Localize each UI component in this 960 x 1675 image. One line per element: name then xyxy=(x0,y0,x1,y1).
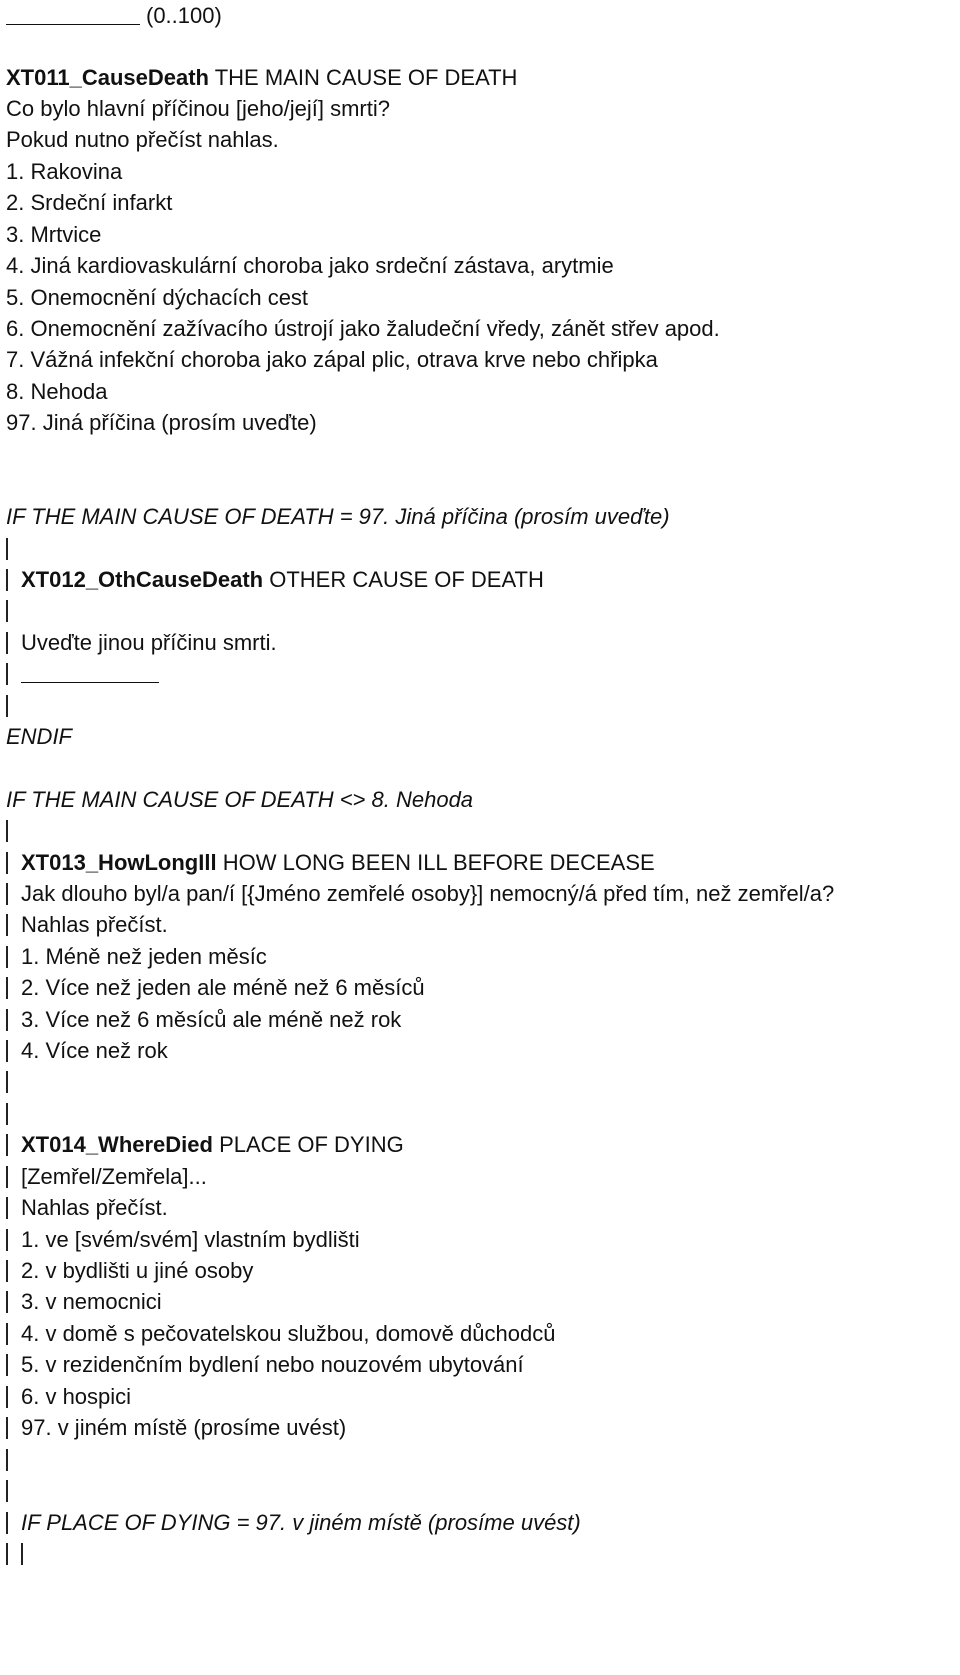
tree-bar xyxy=(6,1480,8,1502)
xt011-header xyxy=(6,64,517,92)
tree-bar xyxy=(6,1449,8,1471)
if2-bar-row xyxy=(6,1100,21,1128)
xt011-question: Co bylo hlavní příčinou [jeho/její] smrti? xyxy=(6,96,390,121)
xt014-option-row xyxy=(6,1257,253,1285)
xt011-option: 8. Nehoda xyxy=(6,379,108,404)
tree-bar xyxy=(6,852,8,874)
xt012-answer-row xyxy=(6,660,159,688)
xt013-instruction-row xyxy=(6,911,168,939)
xt011-option: 5. Onemocnění dýchacích cest xyxy=(6,285,309,310)
tree-bar xyxy=(6,1417,8,1439)
xt011-option: 7. Vážná infekční choroba jako zápal plic, otrava krve nebo chřipka xyxy=(6,347,658,372)
xt014-option: 1. ve [svém/svém] vlastním bydlišti xyxy=(21,1227,360,1252)
tree-bar xyxy=(6,1229,8,1251)
xt014-option: 4. v domě s pečovatelskou službou, domově důchodců xyxy=(21,1321,556,1346)
xt014-option-row xyxy=(6,1288,162,1316)
if2-bar-row xyxy=(6,1477,21,1505)
tree-bar xyxy=(6,663,8,685)
tree-bar xyxy=(6,569,8,591)
if2-bar-row xyxy=(6,817,21,845)
if2-bar-row xyxy=(6,1068,21,1096)
tree-bar xyxy=(6,1071,8,1093)
tree-bar xyxy=(6,977,8,999)
tree-bar xyxy=(6,1323,8,1345)
xt013-option: 1. Méně než jeden měsíc xyxy=(21,944,267,969)
xt014-option-row xyxy=(6,1414,346,1442)
range-hint: (0..100) xyxy=(146,3,222,28)
xt014-option: 6. v hospici xyxy=(21,1384,132,1409)
tree-bar xyxy=(6,1197,8,1219)
xt014-option: 97. v jiném místě (prosíme uvést) xyxy=(21,1415,347,1440)
if2-condition: IF THE MAIN CAUSE OF DEATH <> 8. Nehoda xyxy=(6,787,474,812)
xt011-option: 4. Jiná kardiovaskulární choroba jako srdeční zástava, arytmie xyxy=(6,253,614,278)
tree-bar xyxy=(6,1386,8,1408)
tree-bar xyxy=(6,1103,8,1125)
xt014-question: [Zemřel/Zemřela]... xyxy=(21,1164,207,1189)
xt013-option-row xyxy=(6,943,267,971)
if1-bar-row xyxy=(6,692,21,720)
tree-bar xyxy=(6,820,8,842)
if3-condition-row xyxy=(6,1509,581,1537)
answer-blank[interactable] xyxy=(6,4,140,25)
range-line xyxy=(6,2,222,30)
xt013-option-row xyxy=(6,974,425,1002)
if1-condition: IF THE MAIN CAUSE OF DEATH = 97. Jiná příčina (prosím uveďte) xyxy=(6,504,670,529)
xt014-title: PLACE OF DYING xyxy=(219,1132,404,1157)
xt014-option: 5. v rezidenčním bydlení nebo nouzovém ubytování xyxy=(21,1352,524,1377)
xt011-option: 1. Rakovina xyxy=(6,159,123,184)
xt012-title: OTHER CAUSE OF DEATH xyxy=(269,567,544,592)
tree-bar xyxy=(6,538,8,560)
tree-bar xyxy=(6,1040,8,1062)
xt013-option: 2. Více než jeden ale méně než 6 měsíců xyxy=(21,975,425,1000)
xt013-header xyxy=(6,849,655,877)
if3-bar-row xyxy=(6,1540,36,1568)
xt014-code: XT014_WhereDied xyxy=(21,1132,213,1157)
tree-bar xyxy=(21,1543,23,1565)
xt012-code: XT012_OthCauseDeath xyxy=(21,567,264,592)
xt011-title: THE MAIN CAUSE OF DEATH xyxy=(214,65,518,90)
tree-bar xyxy=(6,1543,8,1565)
xt014-instruction-row xyxy=(6,1194,168,1222)
xt012-question: Uveďte jinou příčinu smrti. xyxy=(21,630,277,655)
tree-bar xyxy=(6,1512,8,1534)
xt013-option: 4. Více než rok xyxy=(21,1038,168,1063)
xt013-question-row xyxy=(6,880,834,908)
xt014-header xyxy=(6,1131,404,1159)
if3-condition: IF PLACE OF DYING = 97. v jiném místě (prosíme uvést) xyxy=(21,1510,581,1535)
xt011-instruction: Pokud nutno přečíst nahlas. xyxy=(6,127,279,152)
tree-bar xyxy=(6,1166,8,1188)
if2-bar-row xyxy=(6,1446,21,1474)
xt014-question-row xyxy=(6,1163,207,1191)
xt014-option-row xyxy=(6,1383,131,1411)
tree-bar xyxy=(6,883,8,905)
xt014-option: 2. v bydlišti u jiné osoby xyxy=(21,1258,254,1283)
other-cause-blank[interactable] xyxy=(21,662,159,683)
xt013-title: HOW LONG BEEN ILL BEFORE DECEASE xyxy=(222,850,655,875)
xt013-option-row xyxy=(6,1006,401,1034)
xt011-option: 3. Mrtvice xyxy=(6,222,102,247)
xt013-question: Jak dlouho byl/a pan/í [{Jméno zemřelé osoby}] nemocný/á před tím, než zemřel/a? xyxy=(21,881,835,906)
xt013-instruction: Nahlas přečíst. xyxy=(21,912,168,937)
if1-bar-row xyxy=(6,535,21,563)
tree-bar xyxy=(6,1134,8,1156)
xt011-code: XT011_CauseDeath xyxy=(6,65,209,90)
xt013-option-row xyxy=(6,1037,168,1065)
xt011-option: 97. Jiná příčina (prosím uveďte) xyxy=(6,410,317,435)
xt014-instruction: Nahlas přečíst. xyxy=(21,1195,168,1220)
endif-label: ENDIF xyxy=(6,724,72,749)
tree-bar xyxy=(6,695,8,717)
tree-bar xyxy=(6,946,8,968)
tree-bar xyxy=(6,1291,8,1313)
xt011-option: 6. Onemocnění zažívacího ústrojí jako žaludeční vředy, zánět střev apod. xyxy=(6,316,720,341)
xt014-option-row xyxy=(6,1351,524,1379)
tree-bar xyxy=(6,1260,8,1282)
tree-bar xyxy=(6,1009,8,1031)
tree-bar xyxy=(6,632,8,654)
xt011-option: 2. Srdeční infarkt xyxy=(6,190,173,215)
tree-bar xyxy=(6,600,8,622)
tree-bar xyxy=(6,1354,8,1376)
if1-bar-row xyxy=(6,597,21,625)
xt012-question-row xyxy=(6,629,277,657)
tree-bar xyxy=(6,914,8,936)
xt014-option: 3. v nemocnici xyxy=(21,1289,162,1314)
xt013-code: XT013_HowLongIll xyxy=(21,850,217,875)
xt012-header xyxy=(6,566,544,594)
xt014-option-row xyxy=(6,1226,360,1254)
xt013-option: 3. Více než 6 měsíců ale méně než rok xyxy=(21,1007,402,1032)
xt014-option-row xyxy=(6,1320,555,1348)
